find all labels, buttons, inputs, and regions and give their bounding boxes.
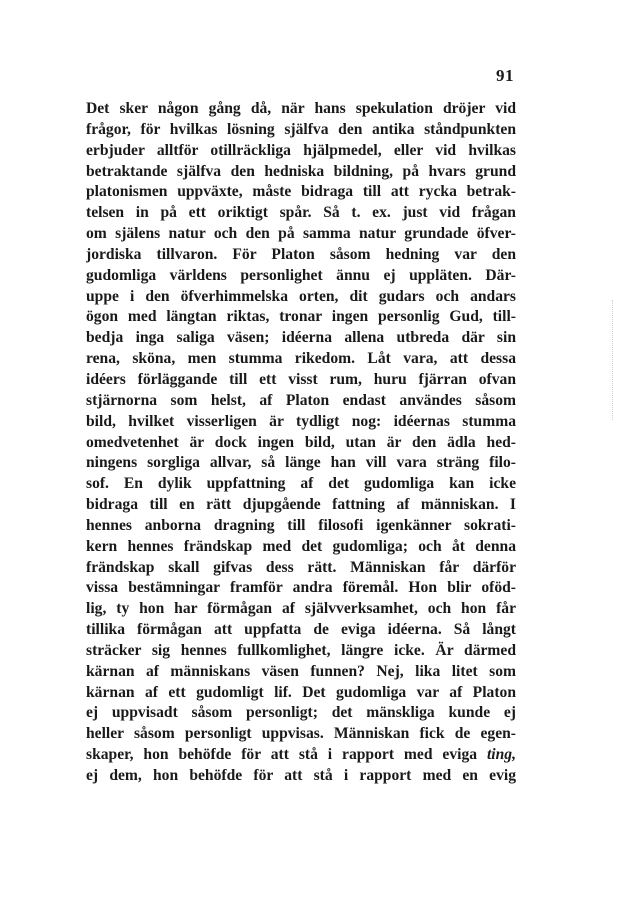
text-line: idéers förläggande till ett visst rum, huru fjärran ofvan [86,370,516,388]
text-line: sträcker sig hennes fullkomlighet, längre icke. Är därmed [86,641,516,659]
text-line: bidraga till en rätt djupgående fattning af människan. I [86,496,516,514]
body-text [86,99,516,787]
text-line: skaper, hon behöfde för att stå i rapport med eviga ting, [86,746,516,764]
text-line: ej uppvisadt såsom personligt; det mänskliga kunde ej [86,704,516,722]
margin-dots [612,300,615,420]
text-line: stjärnorna som helst, af Platon endast användes såsom [86,391,516,409]
text-line: bedja inga saliga väsen; idéerna allena utbreda där sin [86,329,516,347]
text-line: frågor, för hvilkas lösning själfva den antika ståndpunkten [86,120,516,138]
text-line: om själens natur och den på samma natur grundade öfver- [86,225,516,243]
text-line: gudomliga världens personlighet ännu ej uppläten. Där- [86,266,516,284]
text-line: rena, sköna, men stumma rikedom. Låt vara, att dessa [86,350,516,368]
text-line: betraktande själfva den hedniska bildning, på hvars grund [86,162,516,180]
text-line: bild, hvilket visserligen är tydligt nog: idéernas stumma [86,412,516,430]
text-line: kärnan af ett gudomligt lif. Det gudomliga var af Platon [86,683,516,701]
text-line: hennes anborna dragning till filosofi igenkänner sokrati- [86,516,516,534]
text-line: jordiska tillvaron. För Platon såsom hedning var den [86,245,516,263]
text-line: tillika förmågan att uppfatta de eviga idéerna. Så långt [86,621,516,639]
text-line: kärnan af människans väsen funnen? Nej, lika litet som [86,662,516,680]
text-line: ej dem, hon behöfde för att stå i rapport med en evig [86,767,516,784]
text-line: uppe i den öfverhimmelska orten, dit gudars och andars [86,287,516,305]
page-number: 91 [496,66,514,85]
text-line: ögon med längtan riktas, tronar ingen personlig Gud, till- [86,308,516,326]
text-line: erbjuder alltför otillräckliga hjälpmedel, eller vid hvilkas [86,141,516,159]
text-line: omedvetenhet är dock ingen bild, utan är den ädla hed- [86,433,516,451]
text-line: frändskap skall gifvas dess rätt. Människan får därför [86,558,516,576]
text-line: lig, ty hon har förmågan af självverksamhet, och hon får [86,600,516,618]
emphasized-word: ting, [486,746,516,764]
text-line: telsen in på ett oriktigt spår. Så t. ex. just vid frågan [86,204,516,222]
text-line: kern hennes frändskap med det gudomliga; och åt denna [86,537,516,555]
text-line: Det sker någon gång då, när hans spekulation dröjer vid [86,100,516,117]
text-line: heller såsom personligt uppvisas. Människan fick de egen- [86,725,516,743]
text-line: ningens sorgliga allvar, så länge han vill vara sträng filo- [86,454,516,472]
text-line: vissa bestämningar framför andra föremål. Hon blir oföd- [86,579,516,597]
text-line: platonismen uppväxte, måste bidraga till att rycka betrak- [86,183,516,201]
text-line: sof. En dylik uppfattning af det gudomliga kan icke [86,475,516,493]
